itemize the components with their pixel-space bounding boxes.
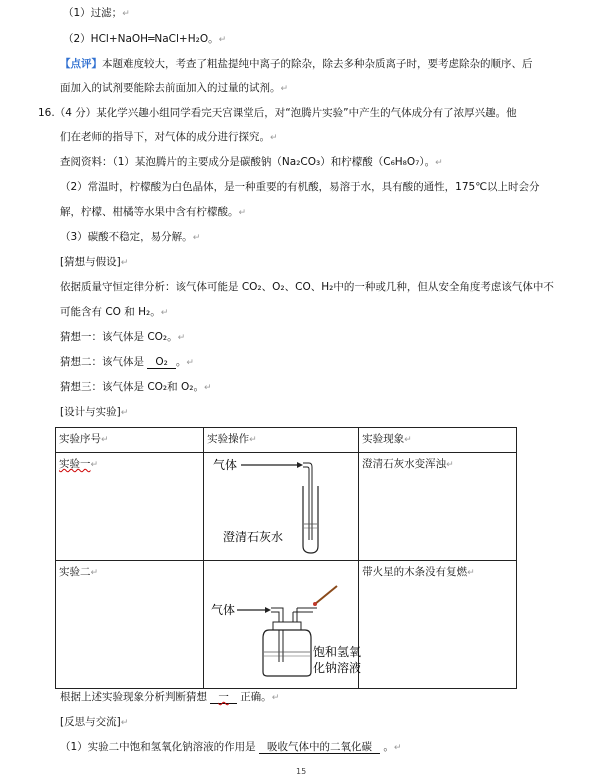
header-cell: 实验现象↵	[359, 428, 517, 453]
reference-line-2: （2）常温时，柠檬酸为白色晶体，是一种重要的有机酸，易溶于水，具有酸的通性，175℃以上时会分	[60, 181, 540, 193]
table-row	[56, 561, 517, 689]
gas-label: 气体	[211, 603, 236, 617]
answer-line-2: （2）HCl+NaOH═NaCl+H₂O。↵	[63, 33, 227, 45]
phenomenon-cell: 澄清石灰水变浑浊↵	[359, 453, 517, 561]
reflection-answer: 吸收气体中的二氧化碳	[259, 741, 380, 754]
question-16-line-1: 16.（4 分）某化学兴趣小组同学看完天宫课堂后，对“泡腾片实验”中产生的气体成分有了浓厚兴趣。他	[38, 107, 517, 119]
gas-washing-bottle-diagram	[207, 564, 362, 682]
experiment-table	[55, 427, 517, 689]
phenomenon-cell: 带火星的木条没有复燃↵	[359, 561, 517, 689]
guess-two-answer: O₂	[147, 356, 175, 369]
header-cell: 实验序号↵	[56, 428, 204, 453]
reflection-heading: [反思与交流]↵	[60, 716, 129, 728]
naoh-label-2: 化钠溶液	[313, 661, 362, 675]
apparatus-cell	[204, 561, 362, 689]
question-16-line-2: 们在老师的指导下，对气体的成分进行探究。↵	[60, 131, 278, 143]
row-id-cell: 实验二↵	[56, 561, 204, 689]
conclusion-line: 根据上述实验现象分析判断猜想 一 正确。↵	[60, 691, 280, 703]
guess-one: 猜想一：该气体是 CO₂。↵	[60, 331, 186, 343]
apparatus-cell	[204, 453, 359, 561]
hypothesis-heading: [猜想与假设]↵	[60, 256, 129, 268]
guess-three: 猜想三：该气体是 CO₂和 O₂。↵	[60, 381, 212, 393]
reflection-line-1: （1）实验二中饱和氢氧化钠溶液的作用是 吸收气体中的二氧化碳 。↵	[60, 741, 402, 753]
row-id-cell: 实验一↵	[56, 453, 204, 561]
reference-line-3: 解，柠檬、柑橘等水果中含有柠檬酸。↵	[60, 206, 247, 218]
test-tube-apparatus-diagram	[207, 456, 355, 554]
limewater-label: 澄清石灰水	[223, 530, 284, 544]
header-cell: 实验操作↵	[204, 428, 359, 453]
guess-two: 猜想二：该气体是 O₂ 。↵	[60, 356, 194, 368]
answer-line-1: （1）过滤；↵	[63, 7, 130, 19]
reference-line-4: （3）碳酸不稳定，易分解。↵	[60, 231, 201, 243]
table-header-row	[56, 428, 517, 453]
table-row	[56, 453, 517, 561]
comment-line-2: 面加入的试剂要能除去前面加入的过量的试剂。↵	[60, 82, 289, 94]
conclusion-answer: 一	[210, 691, 237, 704]
reference-line-1: 查阅资料：（1）某泡腾片的主要成分是碳酸钠（Na₂CO₃）和柠檬酸（C₆H₈O₇）。↵	[60, 156, 443, 168]
hypothesis-line-2: 可能含有 CO 和 H₂。↵	[60, 306, 169, 318]
hypothesis-line-1: 依据质量守恒定律分析：该气体可能是 CO₂、O₂、CO、H₂中的一种或几种，但从安全角度考虑该气体中不	[60, 281, 554, 293]
design-heading: [设计与实验]↵	[60, 406, 129, 418]
comment-line-1: 【点评】本题难度较大，考查了粗盐提纯中离子的除杂，除去多种杂质离子时，要考虑除杂的顺序、后	[60, 58, 533, 70]
naoh-label-1: 饱和氢氧	[313, 645, 362, 659]
gas-label: 气体	[213, 458, 238, 472]
page-number: 15	[296, 767, 307, 776]
